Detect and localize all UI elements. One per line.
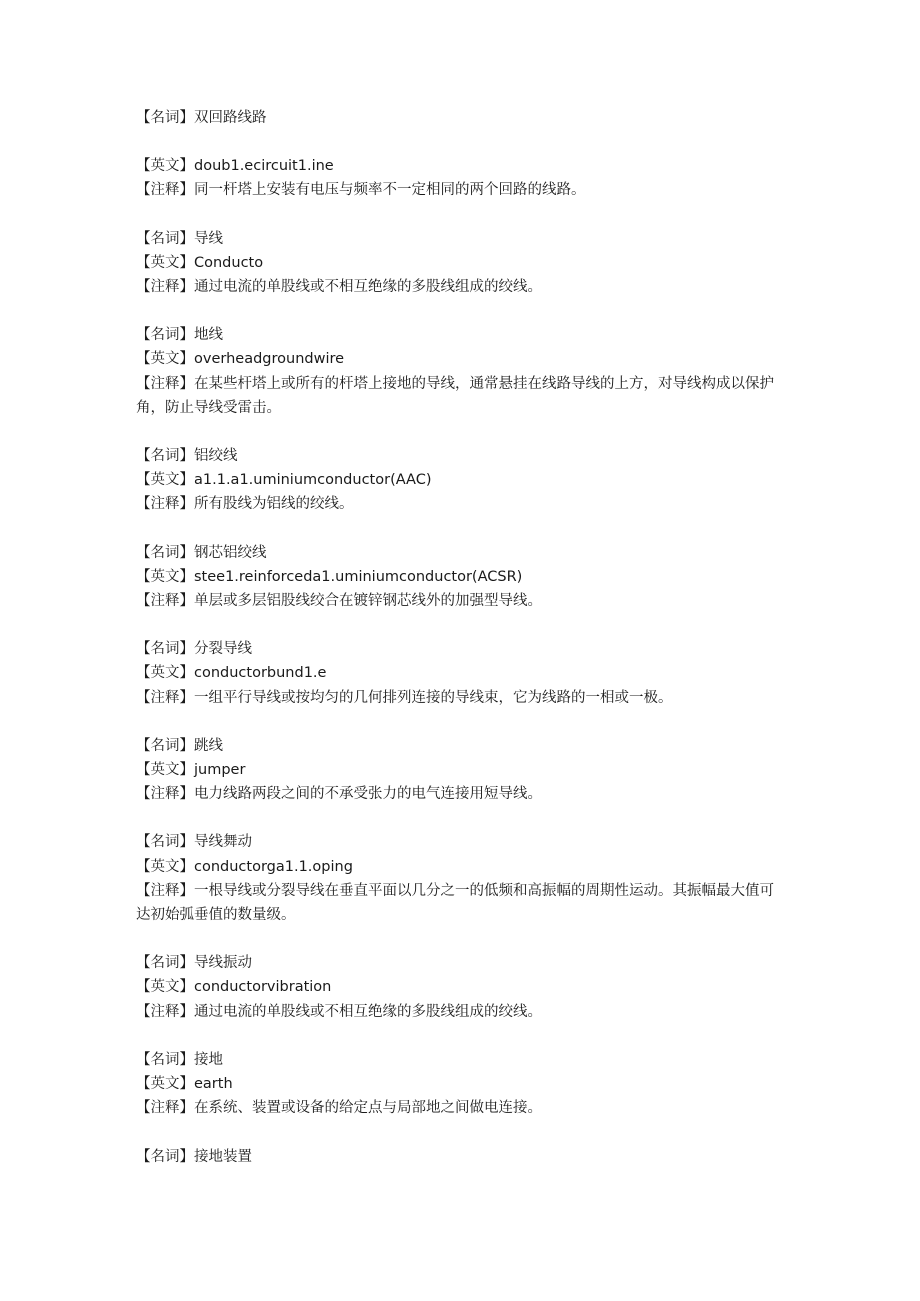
entry-term: 【名词】铝绞线 <box>136 448 238 465</box>
entry-term: 【名词】接地装置 <box>136 1148 252 1165</box>
glossary-entry <box>136 830 786 927</box>
entry-note: 【注释】电力线路两段之间的不承受张力的电气连接用短导线。 <box>136 786 542 803</box>
glossary-entry <box>136 637 786 710</box>
entry-term: 【名词】双回路线路 <box>136 110 267 126</box>
entry-term: 【名词】跳线 <box>136 737 223 754</box>
glossary-content <box>136 106 786 1193</box>
glossary-entry <box>136 227 786 300</box>
entry-note: 【注释】在某些杆塔上或所有的杆塔上接地的导线，通常悬挂在线路导线的上方，对导线构成以保护角，防止导线受雷击。 <box>136 375 774 416</box>
glossary-entry <box>136 323 786 420</box>
entry-note: 【注释】一根导线或分裂导线在垂直平面以几分之一的低频和高振幅的周期性运动。其振幅最大值可达初始弧垂值的数量级。 <box>136 882 774 924</box>
entry-note: 【注释】通过电流的单股线或不相互绝缘的多股线组成的绞线。 <box>136 1003 542 1020</box>
entry-english: 【英文】earth <box>136 1076 233 1093</box>
spacer <box>136 130 786 154</box>
glossary-entry <box>136 541 786 614</box>
entry-term: 【名词】钢芯铝绞线 <box>136 544 267 561</box>
entry-term: 【名词】导线 <box>136 230 223 247</box>
entry-note: 【注释】一组平行导线或按均匀的几何排列连接的导线束，它为线路的一相或一极。 <box>136 689 673 706</box>
glossary-entry <box>136 734 786 807</box>
entry-note: 【注释】在系统、装置或设备的给定点与局部地之间做电连接。 <box>136 1100 542 1117</box>
glossary-entry <box>136 444 786 517</box>
entry-note: 【注释】通过电流的单股线或不相互绝缘的多股线组成的绞线。 <box>136 279 542 296</box>
entry-english: 【英文】conductorbund1.e <box>136 665 327 682</box>
entry-term: 【名词】导线振动 <box>136 955 252 972</box>
entry-note: 【注释】同一杆塔上安装有电压与频率不一定相同的两个回路的线路。 <box>136 182 586 199</box>
entry-english: 【英文】a1.1.a1.uminiumconductor(AAC) <box>136 472 432 489</box>
entry-english: 【英文】Conducto <box>136 254 264 271</box>
entry-note: 【注释】所有股线为铝线的绞线。 <box>136 496 354 513</box>
entry-term: 【名词】分裂导线 <box>136 641 252 658</box>
glossary-entry <box>136 1048 786 1121</box>
glossary-entry <box>136 951 786 1024</box>
entry-english: 【英文】jumper <box>136 762 246 779</box>
glossary-entry <box>136 1145 786 1169</box>
entry-term: 【名词】地线 <box>136 327 223 344</box>
entry-english: 【英文】overheadgroundwire <box>136 351 345 368</box>
entry-term: 【名词】接地 <box>136 1051 223 1068</box>
entry-english: 【英文】conductorvibration <box>136 979 332 996</box>
entry-english: 【英文】stee1.reinforceda1.uminiumconductor(ACSR) <box>136 568 523 585</box>
entry-english: 【英文】conductorga1.1.oping <box>136 858 353 875</box>
entry-note: 【注释】单层或多层铝股线绞合在镀锌钢芯线外的加强型导线。 <box>136 593 542 610</box>
entry-term: 【名词】导线舞动 <box>136 834 252 851</box>
glossary-entry <box>136 106 786 203</box>
entry-english: 【英文】doub1.ecircuit1.ine <box>136 158 334 175</box>
